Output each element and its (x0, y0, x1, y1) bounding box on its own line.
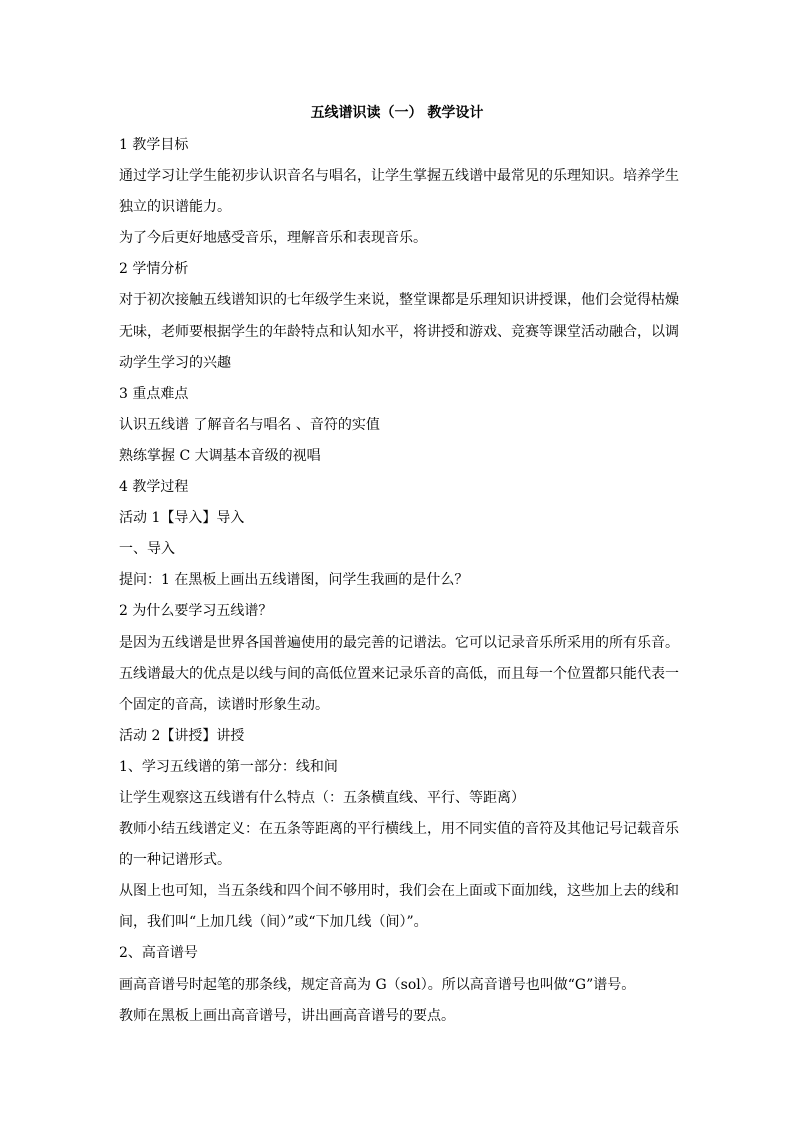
paragraph-line: 提问：1 在黑板上画出五线谱图，问学生我画的是什么？ (119, 572, 469, 589)
page-title: 五线谱识读（一） 教学设计 (310, 105, 484, 121)
paragraph-line: 五线谱最大的优点是以线与间的高低位置来记录乐音的高低，而且每一个位置都只能代表一 (119, 665, 679, 682)
paragraph-line: 的一种记谱形式。 (119, 852, 231, 869)
activity-heading: 活动 2【讲授】讲授 (119, 727, 245, 744)
paragraph-line: 通过学习让学生能初步认识音名与唱名，让学生掌握五线谱中最常见的乐理知识。培养学生 (119, 168, 679, 185)
document-body (119, 130, 679, 1032)
paragraph-line: 熟练掌握 C 大调基本音级的视唱 (119, 447, 321, 464)
paragraph-line: 对于初次接触五线谱知识的七年级学生来说，整堂课都是乐理知识讲授课，他们会觉得枯燥 (119, 292, 679, 309)
paragraph-line: 2 为什么要学习五线谱？ (119, 603, 273, 620)
subsection-heading: 2、高音谱号 (119, 945, 198, 962)
paragraph-line: 为了今后更好地感受音乐，理解音乐和表现音乐。 (119, 230, 427, 247)
subsection-heading: 1、学习五线谱的第一部分：线和间 (119, 758, 338, 775)
paragraph-line: 从图上也可知，当五条线和四个间不够用时，我们会在上面或下面加线，这些加上去的线和 (119, 883, 679, 900)
paragraph-line: 教师在黑板上画出高音谱号，讲出画高音谱号的要点。 (119, 1007, 455, 1024)
paragraph-line: 动学生学习的兴趣 (119, 354, 231, 371)
section-heading-teaching-process: 4 教学过程 (119, 479, 189, 496)
section-heading-key-points: 3 重点难点 (119, 385, 189, 402)
paragraph-line: 画高音谱号时起笔的那条线，规定音高为 G（sol）。所以高音谱号也叫做“G”谱号。 (119, 976, 636, 993)
paragraph-line: 独立的识谱能力。 (119, 199, 231, 216)
section-heading-student-analysis: 2 学情分析 (119, 261, 189, 278)
section-heading-teaching-goals: 1 教学目标 (119, 137, 189, 153)
subsection-heading: 一、导入 (119, 541, 175, 558)
activity-heading: 活动 1【导入】导入 (119, 510, 245, 527)
paragraph-line: 让学生观察这五线谱有什么特点（：五条横直线、平行、等距离） (119, 789, 525, 806)
paragraph-line: 个固定的音高，读谱时形象生动。 (119, 696, 329, 713)
paragraph-line: 间，我们叫“上加几线（间）”或“下加几线（间）”。 (119, 914, 428, 931)
paragraph-line: 认识五线谱 了解音名与唱名 、音符的实值 (119, 416, 380, 433)
paragraph-line: 无味，老师要根据学生的年龄特点和认知水平，将讲授和游戏、竞赛等课堂活动融合，以调 (119, 323, 679, 340)
paragraph-line: 是因为五线谱是世界各国普遍使用的最完善的记谱法。它可以记录音乐所采用的所有乐音。 (119, 634, 679, 651)
paragraph-line: 教师小结五线谱定义：在五条等距离的平行横线上，用不同实值的音符及其他记号记载音乐 (119, 821, 679, 838)
